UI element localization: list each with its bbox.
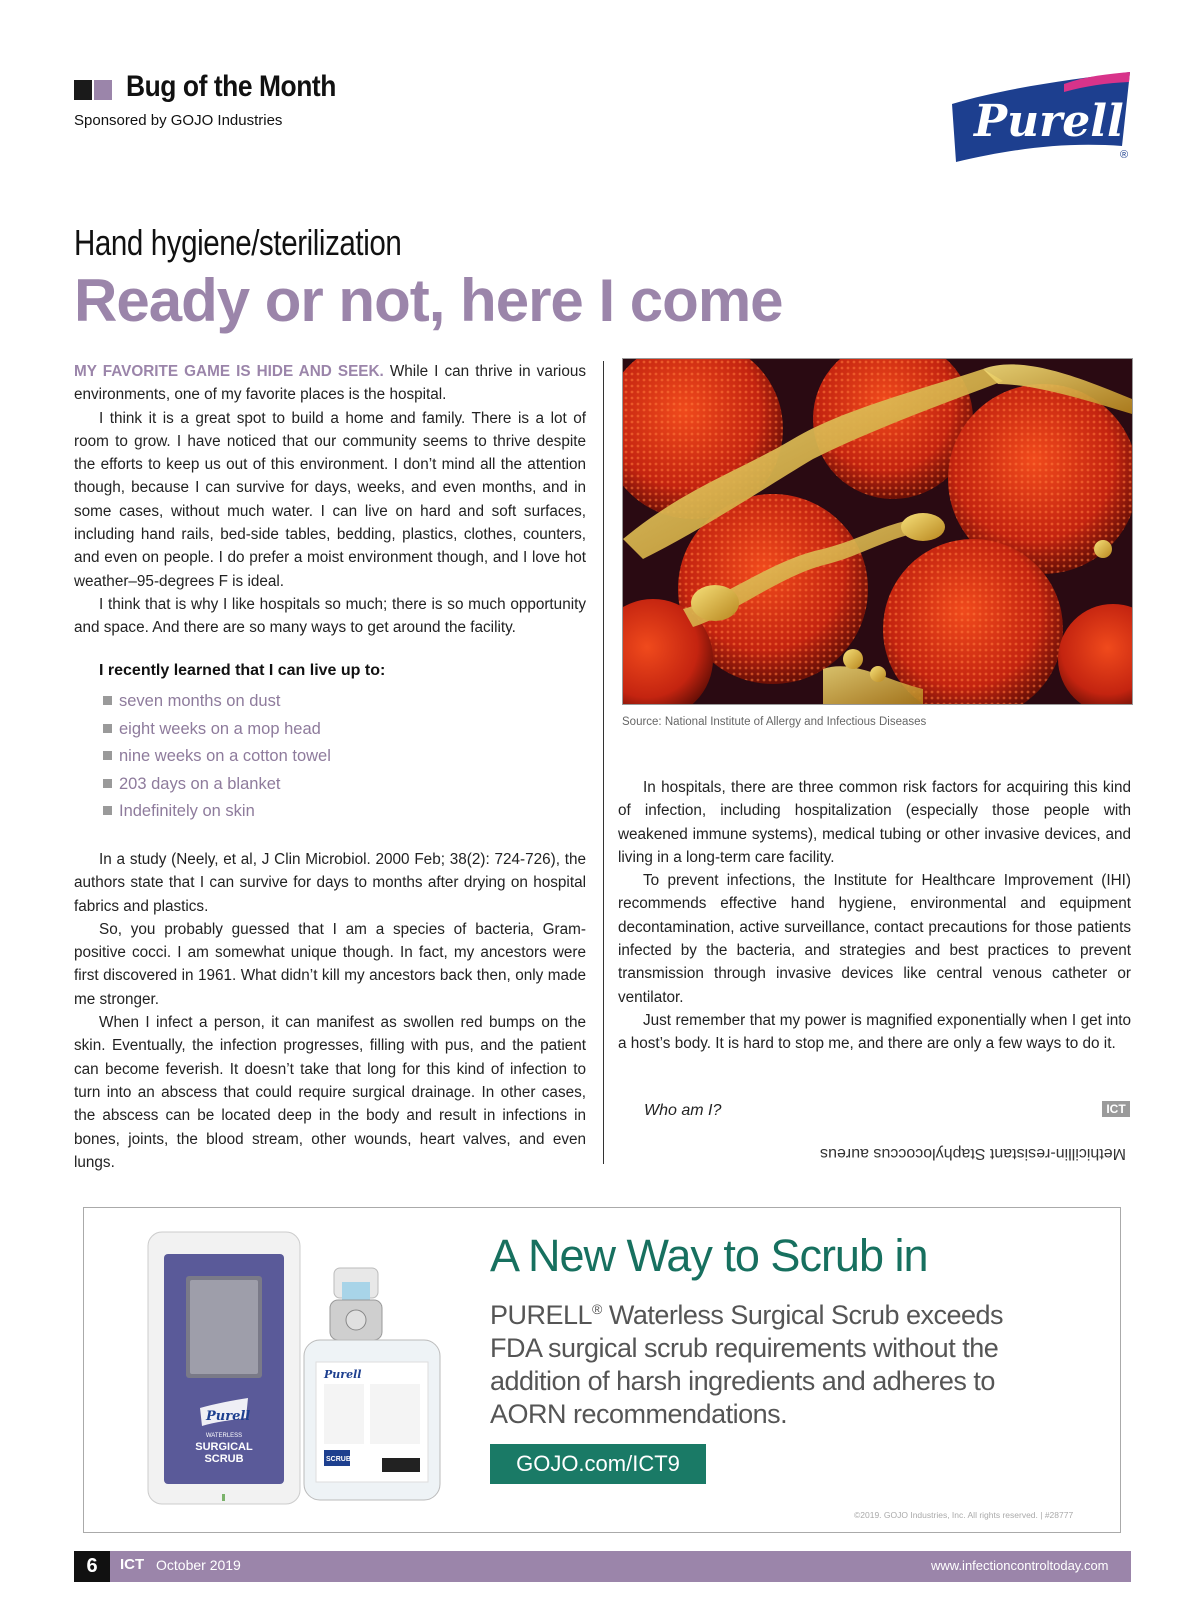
- section-title: Hand hygiene/sterilization: [74, 222, 402, 263]
- product-brand: Purell: [206, 1409, 251, 1424]
- square-bullet-icon: [103, 806, 112, 815]
- article-paragraph: I think that is why I like hospitals so much; there is so much opportunity and space. And there are so many ways to get around the facility.: [74, 595, 586, 637]
- upside-down-answer: Methicillin-resistant Staphylococcus aureus: [820, 1145, 1126, 1162]
- svg-text:SCRUB: SCRUB: [326, 1456, 351, 1463]
- ad-body-text: PURELL® Waterless Surgical Scrub exceeds FDA surgical scrub requirements without the addition of harsh ingredients and adheres to AORN recommendations.: [490, 1300, 1004, 1429]
- dispenser-product-image: [144, 1228, 444, 1513]
- article-paragraph: I think it is a great spot to build a home and family. There is a lot of room to grow. I have noticed that our community seems to thrive despite the efforts to keep us out of this environment. I don’t mind all the attention though, because I can survive for days, weeks, and even months, and in some cases, without much water. I can live on hard and soft surfaces, including hand rails, bed-side tables, bedding, plastics, clothes, counters, and even on people. I do prefer a moist environment though, and I love hot weather–95-degrees F is ideal.: [74, 409, 586, 590]
- article-paragraph: MY FAVORITE GAME IS HIDE AND SEEK. While I can thrive in various environments, one of my favorite places is the hospital.: [74, 363, 586, 404]
- lead-in: MY FAVORITE GAME IS HIDE AND SEEK.: [74, 363, 384, 380]
- article-paragraph: Just remember that my power is magnified exponentially when I get into a host’s body. It is hard to stop me, and there are only a few ways to do it.: [618, 1011, 1131, 1053]
- article-right-column: [618, 776, 1131, 1056]
- article-paragraph: So, you probably guessed that I am a species of bacteria, Gram-positive cocci. I am somewhat unique though. In fact, my ancestors were first discovered in 1961. What didn’t kill my ancestors back then, only made me stronger.: [74, 920, 586, 1008]
- purell-logo: [946, 70, 1134, 162]
- ad-headline: A New Way to Scrub in: [490, 1230, 928, 1281]
- article-paragraph: In hospitals, there are three common risk factors for acquiring this kind of infection, including hospitalization (especially those people with weakened immune systems), medical tubing or other invasive devices, and living in a long-term care facility.: [618, 779, 1131, 866]
- square-bullet-icon: [103, 751, 112, 760]
- ad-copyright: ©2019. GOJO Industries, Inc. All rights reserved. | #28777: [854, 1510, 1074, 1520]
- article-paragraph: When I infect a person, it can manifest as swollen red bumps on the skin. Eventually, the infection progresses, filling with pus, and the patient can become feverish. It doesn’t take that long for this kind of infection to turn into an abscess that could require surgical drainage. In other cases, the abscess can be located deep in the body and result in infections in bones, joints, the blood stream, other wounds, heart valves, and even lungs.: [74, 1014, 586, 1171]
- column-divider: [603, 361, 604, 1164]
- bacteria-micrograph: [622, 358, 1133, 705]
- list-item: nine weeks on a cotton towel: [103, 745, 331, 773]
- list-heading: I recently learned that I can live up to:: [99, 662, 386, 679]
- column-title: Bug of the Month: [126, 70, 336, 103]
- header-squares: [74, 80, 112, 100]
- svg-text:Purell: Purell: [324, 1368, 362, 1381]
- svg-text:SCRUB: SCRUB: [204, 1453, 244, 1465]
- headline: Ready or not, here I come: [74, 267, 783, 334]
- purell-advertisement[interactable]: [83, 1207, 1121, 1533]
- survival-list: [103, 690, 331, 828]
- list-item: eight weeks on a mop head: [103, 718, 331, 746]
- sponsor-line: Sponsored by GOJO Industries: [74, 112, 283, 129]
- magazine-name: ICT: [120, 1556, 145, 1573]
- svg-text:SURGICAL: SURGICAL: [195, 1441, 253, 1453]
- issue-date: October 2019: [156, 1557, 241, 1573]
- square-bullet-icon: [103, 779, 112, 788]
- list-item: Indefinitely on skin: [103, 800, 331, 828]
- page-number: 6: [74, 1551, 110, 1582]
- article-paragraph: To prevent infections, the Institute for Healthcare Improvement (IHI) recommends effective hand hygiene, environmental and equipment decontamination, active surveillance, contact precautions for those patients infected by the bacteria, and strategies and best practices to prevent transmission through invasive devices like central venous catheter or ventilator.: [618, 872, 1131, 1006]
- article-paragraph: In a study (Neely, et al, J Clin Microbiol. 2000 Feb; 38(2): 724-726), the authors state that I can survive for days to months after drying on hospital fabrics and plastics.: [74, 851, 586, 915]
- gojo-link-button[interactable]: GOJO.com/ICT9: [490, 1444, 706, 1484]
- website-link[interactable]: www.infectioncontroltoday.com: [931, 1558, 1109, 1573]
- square-bullet-icon: [103, 696, 112, 705]
- list-item: 203 days on a blanket: [103, 773, 331, 801]
- registered-mark: ®: [1120, 149, 1129, 161]
- article-left-column-lower: [74, 848, 586, 1174]
- svg-text:WATERLESS: WATERLESS: [205, 1433, 243, 1439]
- riddle-question: Who am I?: [644, 1102, 722, 1119]
- list-item: seven months on dust: [103, 690, 331, 718]
- ict-end-mark: ICT: [1102, 1101, 1130, 1117]
- article-left-column: [74, 360, 586, 640]
- square-bullet-icon: [103, 724, 112, 733]
- logo-text: Purell: [974, 96, 1124, 147]
- photo-credit: Source: National Institute of Allergy and Infectious Diseases: [622, 716, 927, 728]
